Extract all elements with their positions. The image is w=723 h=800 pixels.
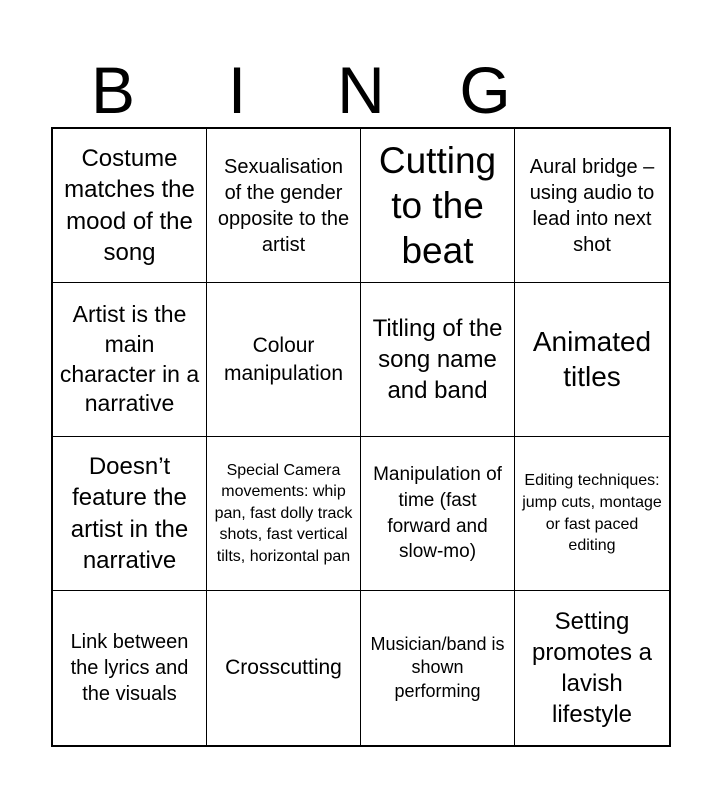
header-letter-i: I — [227, 53, 247, 127]
cell-text: Cutting to the beat — [378, 139, 497, 272]
cell-text: Animated titles — [532, 326, 652, 392]
bingo-cell[interactable] — [53, 437, 207, 591]
cell-text: Sexualisation of the gender opposite to the artist — [217, 155, 350, 256]
cell-text: Doesn’t feature the artist in the narrative — [70, 453, 189, 574]
bingo-cell[interactable] — [515, 591, 669, 745]
bingo-cell[interactable] — [515, 437, 669, 591]
cell-text: Aural bridge – using audio to lead into next shot — [529, 155, 655, 256]
bingo-cell[interactable] — [207, 129, 361, 283]
bingo-cell[interactable] — [361, 129, 515, 283]
header-letter-b: B — [90, 53, 136, 127]
cell-text: Costume matches the mood of the song — [64, 145, 195, 266]
bingo-cell[interactable] — [53, 283, 207, 437]
header-letter-g: G — [459, 53, 511, 127]
bingo-cell[interactable] — [207, 591, 361, 745]
bingo-cell[interactable] — [515, 283, 669, 437]
bingo-cell[interactable] — [361, 283, 515, 437]
bingo-cell[interactable] — [53, 591, 207, 745]
cell-text: Crosscutting — [225, 656, 342, 680]
cell-text: Special Camera movements: whip pan, fast dolly track shots, fast vertical tilts, horizontal pan — [214, 461, 353, 565]
bingo-cell[interactable] — [361, 437, 515, 591]
bingo-header — [51, 52, 671, 128]
bingo-cell[interactable] — [53, 129, 207, 283]
cell-text: Colour manipulation — [223, 334, 344, 385]
cell-text: Musician/band is shown performing — [370, 633, 505, 701]
bingo-cell[interactable] — [207, 283, 361, 437]
bingo-cell[interactable] — [361, 591, 515, 745]
cell-text: Link between the lyrics and the visuals — [70, 631, 189, 705]
bingo-cell[interactable] — [515, 129, 669, 283]
cell-text: Titling of the song name and band — [372, 314, 503, 405]
bingo-card-grid — [51, 127, 671, 747]
header-letter-n: N — [337, 53, 385, 127]
cell-text: Editing techniques: jump cuts, montage or fast paced editing — [522, 472, 662, 555]
bingo-cell[interactable] — [207, 437, 361, 591]
cell-text: Artist is the main character in a narrative — [59, 300, 200, 417]
cell-text: Manipulation of time (fast forward and slow-mo) — [373, 464, 502, 563]
cell-text: Setting promotes a lavish lifestyle — [531, 607, 653, 729]
